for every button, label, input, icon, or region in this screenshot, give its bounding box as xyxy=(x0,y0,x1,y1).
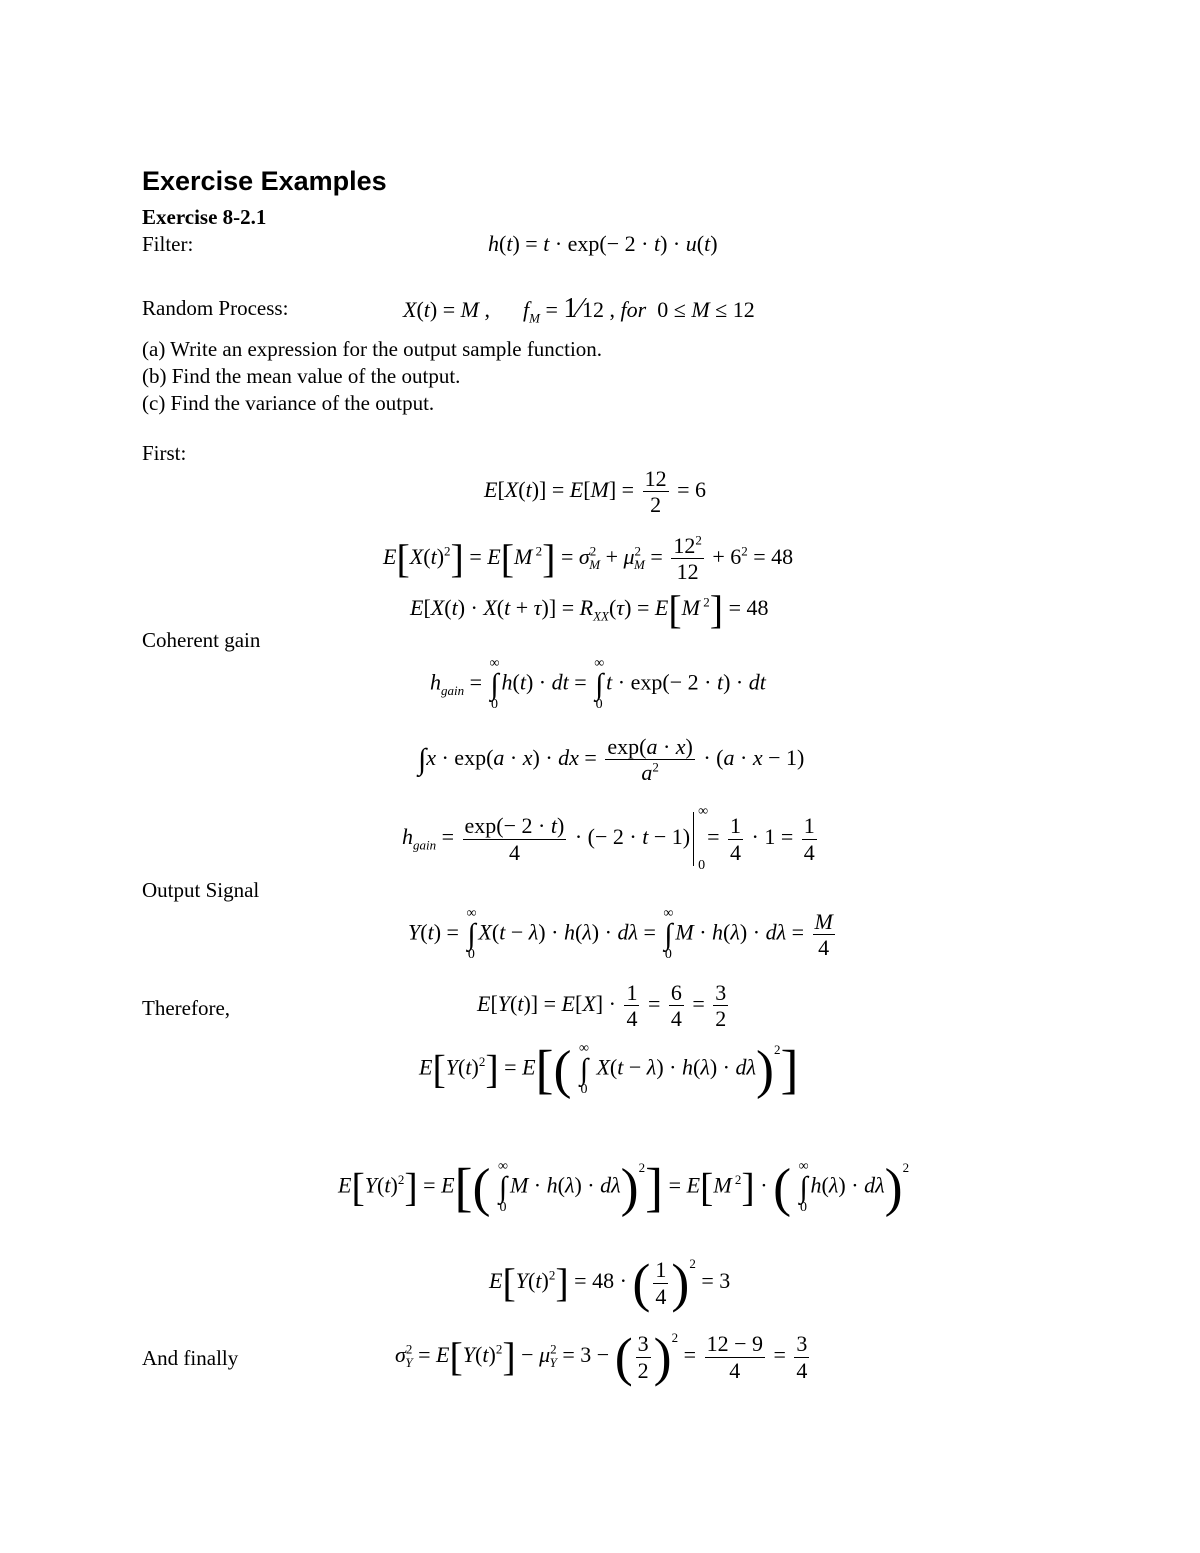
output-signal-label: Output Signal xyxy=(142,878,260,902)
question-b: (b) Find the mean value of the output. xyxy=(142,364,461,388)
fraction: $\frac{12}{2}$ xyxy=(644,466,667,518)
second-moment-equation: $E[X(t)^2] = E[M$ $^2] = \sigma^2_M + \mu^2_M$ = $\frac{12^2}{12}$ + $6^2 = 48$ xyxy=(383,532,794,585)
random-process-label: Random Process: xyxy=(142,296,289,320)
coherent-gain-label: Coherent gain xyxy=(142,628,261,652)
page-title: Exercise Examples xyxy=(142,166,387,196)
output-signal-equation: Y(t) = ∞ ∫ 0X(t − λ) · h(λ) · dλ = ∞ ∫ 0M · h(λ) · dλ = $\frac{M}{4}$ xyxy=(408,906,833,962)
filter-label: Filter: xyxy=(142,232,194,256)
question-c: (c) Find the variance of the output. xyxy=(142,391,435,415)
therefore-label: Therefore, xyxy=(142,996,231,1020)
output-second-moment-result: $E[Y(t)^2] = 48$ · ( $\frac{1}{4}$ )$^2$ = 3 xyxy=(489,1253,731,1313)
first-label: First: xyxy=(142,441,187,465)
filter-equation: h(t) = t · exp(− 2 · t) · u(t) xyxy=(488,231,718,256)
coherent-gain-result: $h_{gain}$ = $\frac{\exp(- 2 \cdot t)}{4}$ · (− 2 · t − 1) ∞ 0 = $\frac{1}{4}$ · 1 = $\frac{1}{4}$ xyxy=(402,804,815,873)
question-a: (a) Write an expression for the output sample function. xyxy=(142,337,603,361)
and-finally-label: And finally xyxy=(142,1346,239,1370)
output-second-moment-expansion: $E[Y(t)^2] = E$[( ∞ ∫ 0M · h(λ) · dλ)$^2$] = E[M $^2$] · ( ∞ ∫ 0h(λ) · dλ)$^2$ xyxy=(338,1157,910,1218)
mean-input-equation: E[X(t)] = E[M] = $\frac{12}{2}$ = 6 xyxy=(484,466,707,518)
output-second-moment-definition: $E[Y(t)^2] = E$[( ∞ ∫ 0 X(t − λ) · h(λ) · dλ)$^2$] xyxy=(419,1039,799,1100)
exercise-label: Exercise 8-2.1 xyxy=(142,205,267,229)
output-mean-equation: E[Y(t)] = E[X] · $\frac{1}{4}$ = $\frac{6}{4}$ = $\frac{3}{2}$ xyxy=(477,980,727,1032)
autocorrelation-equation: $E[X(t) \cdot X(t + \tau)] = R_{XX}(\tau) = E[M$ $^2$] = 48 xyxy=(410,587,769,632)
integral-formula: ∫x · exp(a · x) · dx = $\frac{\exp(a \cdot x)}{a^2}$ · (a · x − 1) xyxy=(418,734,805,786)
random-process-equation: X(t) = M , $f_M$ = 1⁄12 , for 0 ≤ M ≤ 12 xyxy=(403,293,755,326)
output-variance-equation: $\sigma^2_Y = E[Y(t)^2] - \mu^2_Y = 3$ − ( $\frac{3}{2}$ )$^2$ = $\frac{12 - 9}{4}$ = $\frac{3}{4}$ xyxy=(395,1327,808,1387)
coherent-gain-equation: $h_{gain}$ = ∞ ∫ 0h(t) · dt = ∞ ∫ 0t · exp(− 2 · t) · dt xyxy=(430,656,766,712)
